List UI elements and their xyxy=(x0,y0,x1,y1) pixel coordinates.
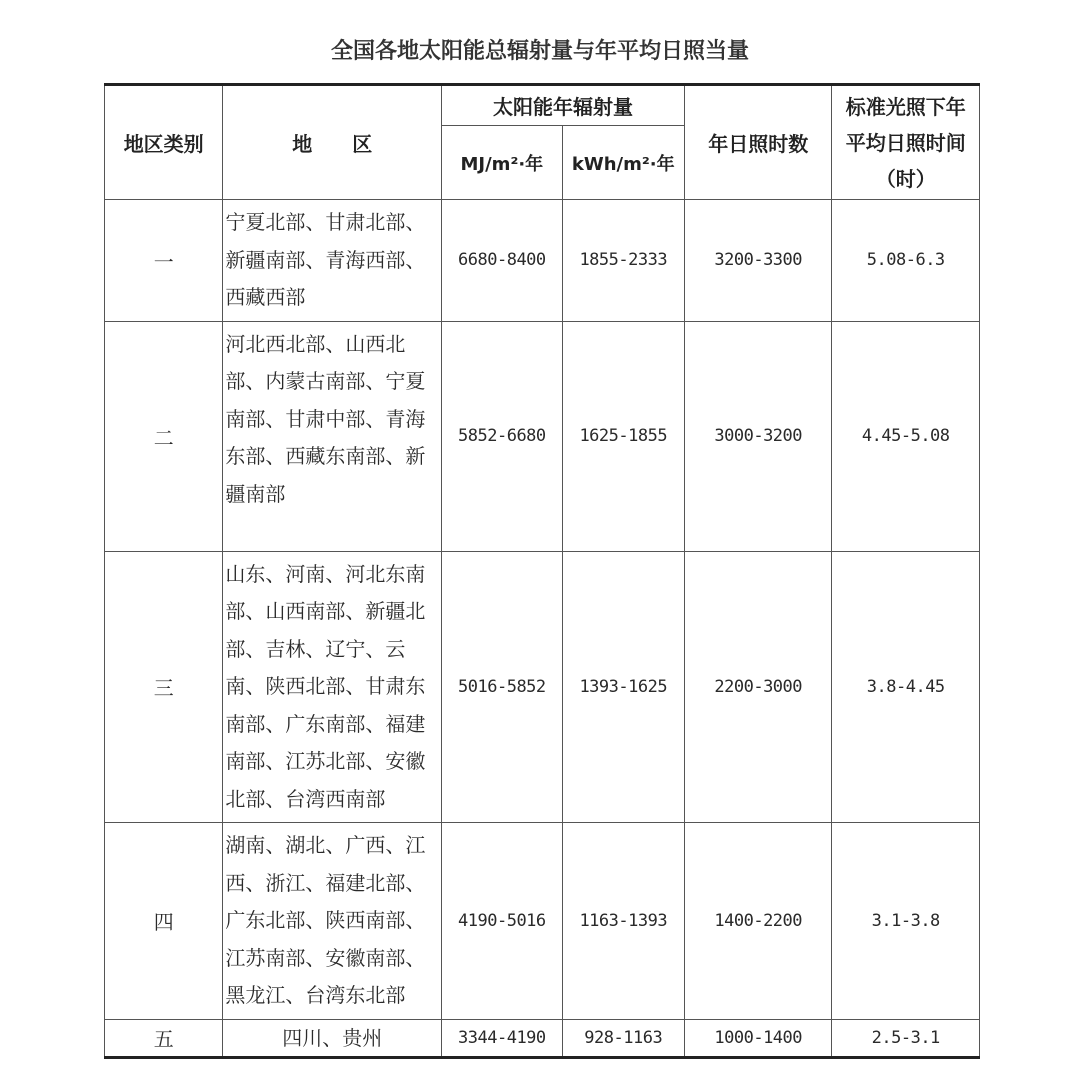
mj-cell: 5852-6680 xyxy=(442,321,562,551)
region-cell: 四川、贵州 xyxy=(223,1019,442,1057)
header-annual-hours: 年日照时数 xyxy=(684,85,832,200)
table-row xyxy=(105,551,980,823)
hours-cell: 2200-3000 xyxy=(684,551,832,823)
header-row-1 xyxy=(105,85,980,126)
header-region: 地 区 xyxy=(223,85,442,200)
category-cell: 四 xyxy=(105,823,223,1020)
table-row xyxy=(105,1019,980,1057)
header-avg-line-2: 平均日照时间 xyxy=(845,130,966,155)
category-cell: 二 xyxy=(105,321,223,551)
category-cell: 一 xyxy=(105,200,223,322)
kwh-cell: 1855-2333 xyxy=(562,200,684,322)
header-unit-mj: MJ/m²·年 xyxy=(442,126,562,200)
hours-cell: 1000-1400 xyxy=(684,1019,832,1057)
kwh-cell: 1163-1393 xyxy=(562,823,684,1020)
category-cell: 五 xyxy=(105,1019,223,1057)
region-cell: 宁夏北部、甘肃北部、新疆南部、青海西部、西藏西部 xyxy=(223,200,442,322)
header-category: 地区类别 xyxy=(105,85,223,200)
hours-cell: 3000-3200 xyxy=(684,321,832,551)
solar-radiation-table xyxy=(104,83,980,1059)
avg-cell: 2.5-3.1 xyxy=(832,1019,980,1057)
mj-cell: 3344-4190 xyxy=(442,1019,562,1057)
header-unit-kwh: kWh/m²·年 xyxy=(562,126,684,200)
table-row xyxy=(105,823,980,1020)
region-cell: 河北西北部、山西北部、内蒙古南部、宁夏南部、甘肃中部、青海东部、西藏东南部、新疆南部 xyxy=(223,321,442,551)
table-title: 全国各地太阳能总辐射量与年平均日照当量 xyxy=(330,39,749,64)
mj-cell: 6680-8400 xyxy=(442,200,562,322)
kwh-cell: 1625-1855 xyxy=(562,321,684,551)
header-radiation-group: 太阳能年辐射量 xyxy=(442,85,685,126)
header-avg-line-1: 标准光照下年 xyxy=(845,94,966,119)
hours-cell: 1400-2200 xyxy=(684,823,832,1020)
category-cell: 三 xyxy=(105,551,223,823)
kwh-cell: 1393-1625 xyxy=(562,551,684,823)
header-avg-line-3: （时） xyxy=(875,166,936,191)
avg-cell: 3.1-3.8 xyxy=(832,823,980,1020)
mj-cell: 5016-5852 xyxy=(442,551,562,823)
region-cell: 山东、河南、河北东南部、山西南部、新疆北部、吉林、辽宁、云南、陕西北部、甘肃东南部、广东南部、福建南部、江苏北部、安徽北部、台湾西南部 xyxy=(223,551,442,823)
header-avg-daily-hours xyxy=(832,85,980,200)
mj-cell: 4190-5016 xyxy=(442,823,562,1020)
table-row xyxy=(105,321,980,551)
region-cell: 湖南、湖北、广西、江西、浙江、福建北部、广东北部、陕西南部、江苏南部、安徽南部、黑龙江、台湾东北部 xyxy=(223,823,442,1020)
kwh-cell: 928-1163 xyxy=(562,1019,684,1057)
hours-cell: 3200-3300 xyxy=(684,200,832,322)
avg-cell: 3.8-4.45 xyxy=(832,551,980,823)
avg-cell: 5.08-6.3 xyxy=(832,200,980,322)
table-row xyxy=(105,200,980,322)
avg-cell: 4.45-5.08 xyxy=(832,321,980,551)
